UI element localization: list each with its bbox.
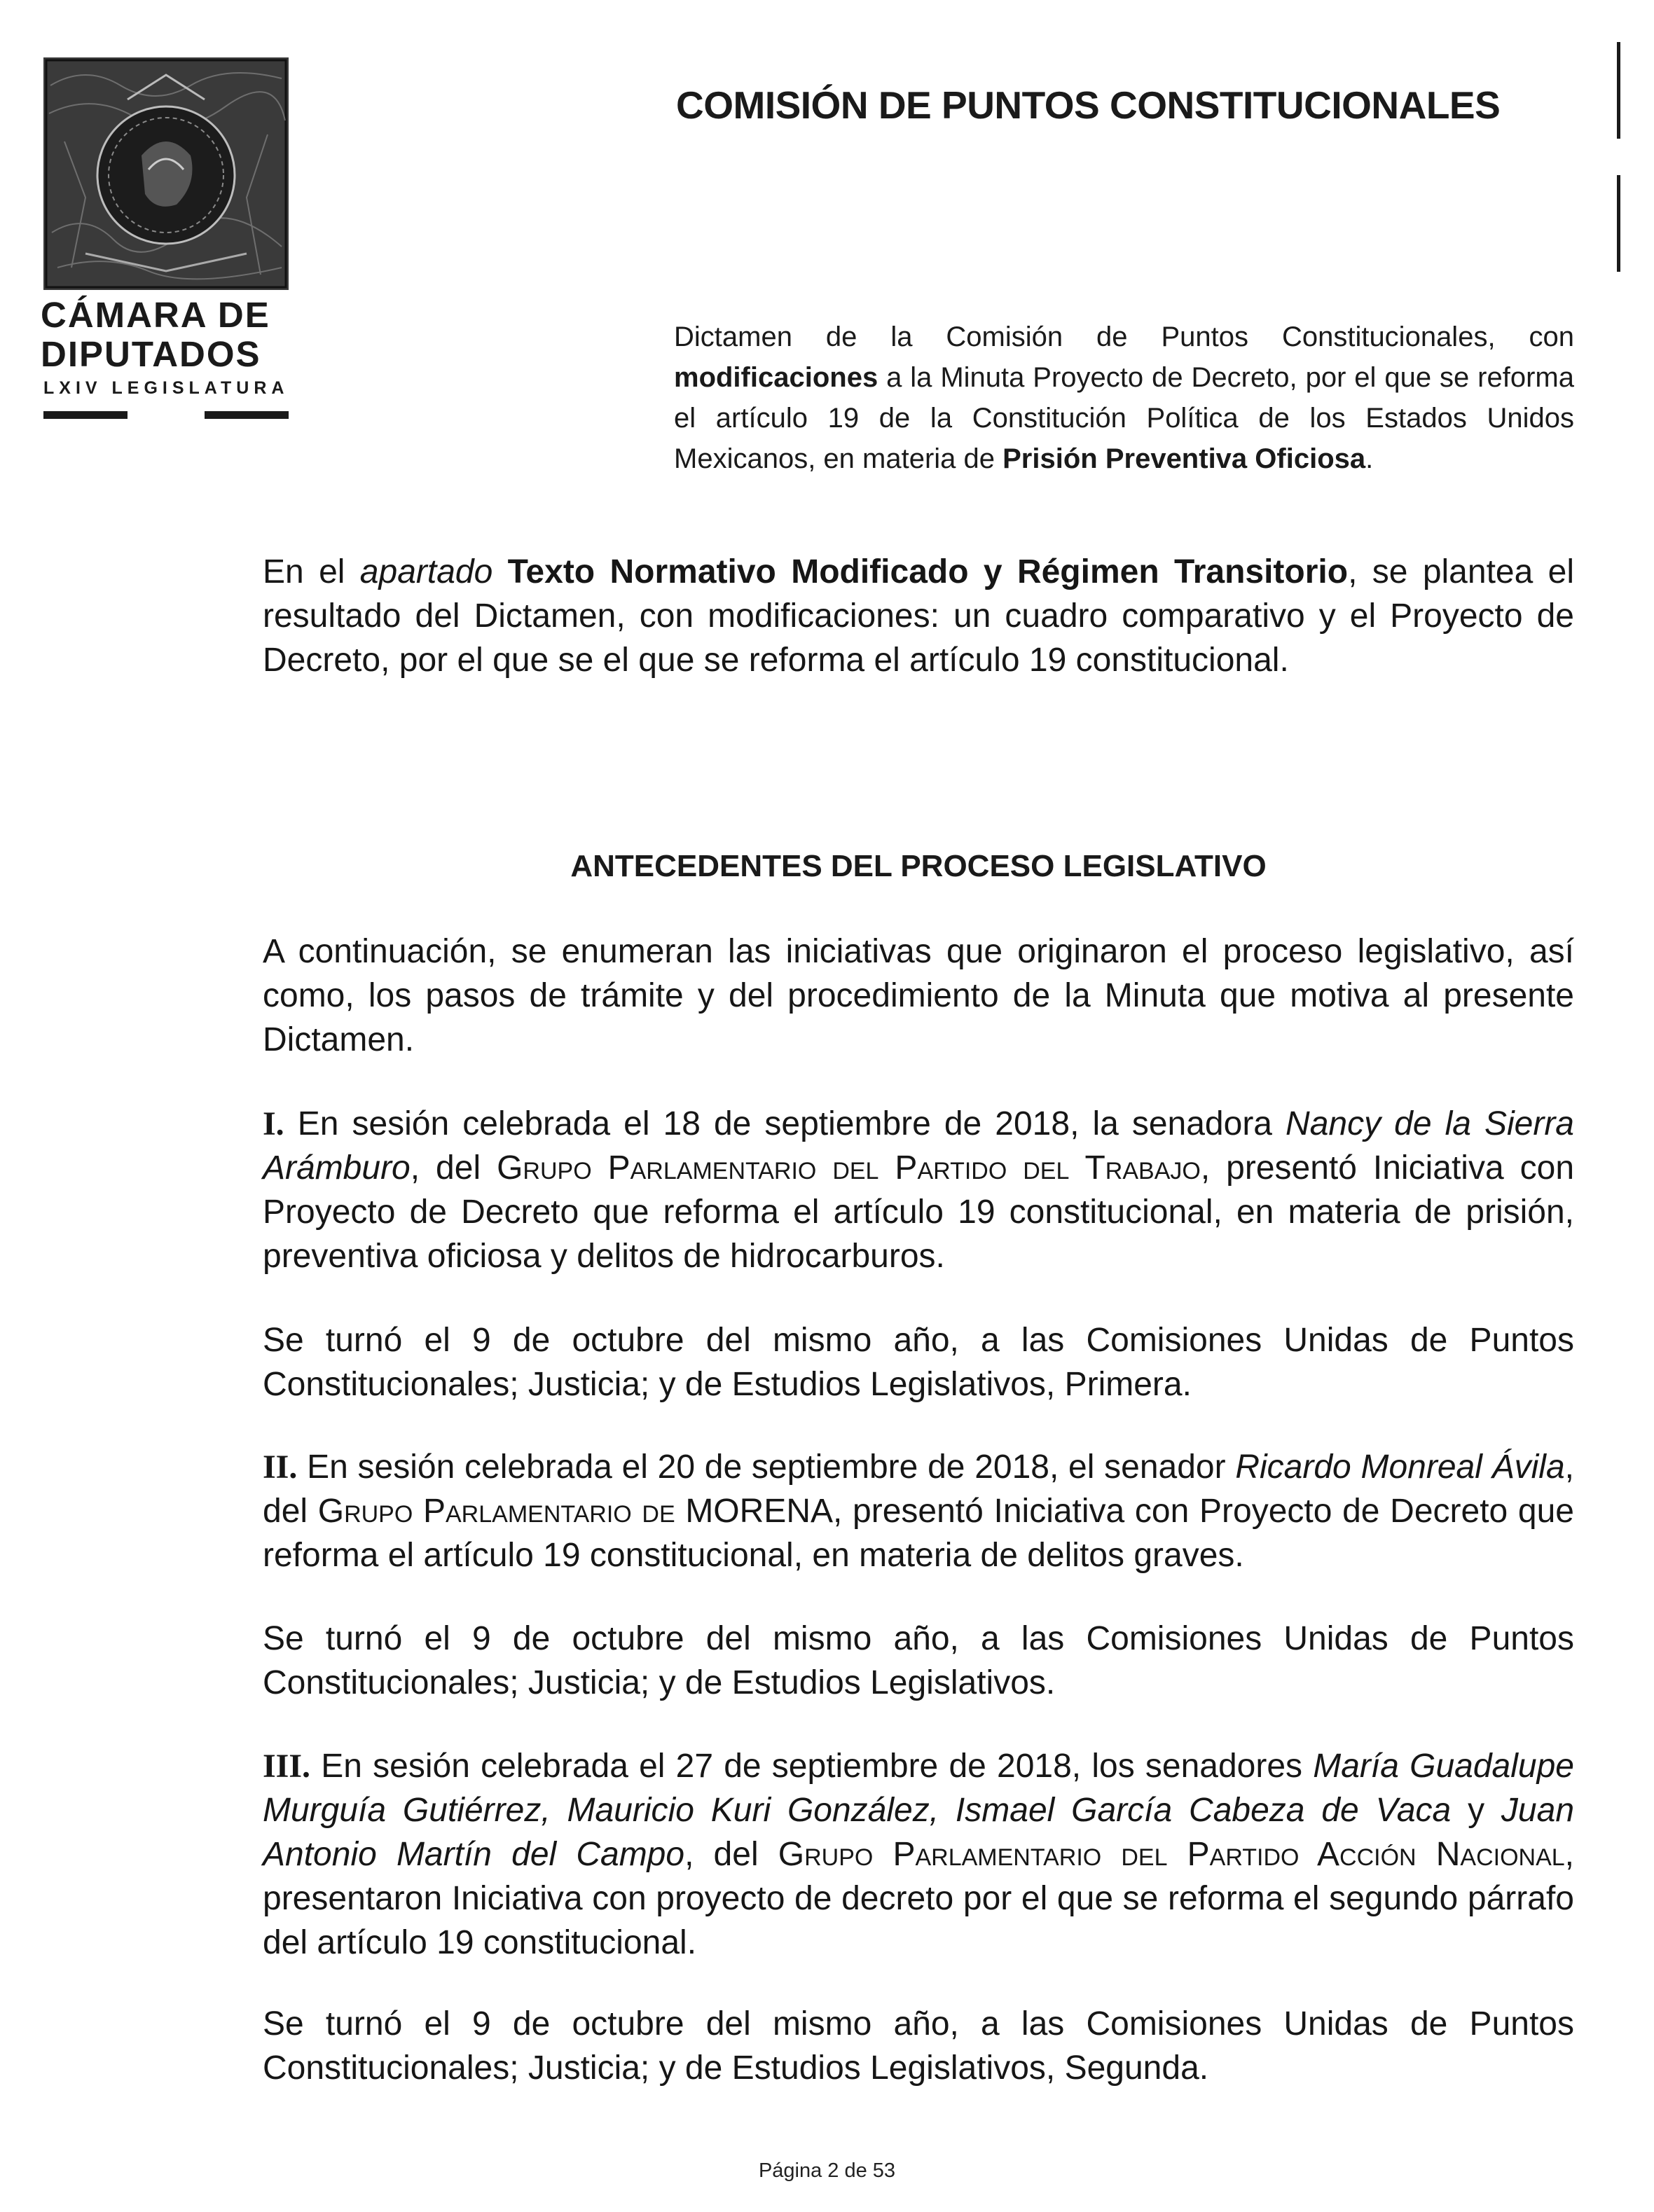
antecedent-item-2: II. En sesión celebrada el 20 de septiembre de 2018, el senador Ricardo Monreal Ávila, del Grupo Parlamentario de MORENA, presentó Iniciativa con Proyecto de Decreto que reforma el artículo 19 constitucional, en materia de delitos graves. xyxy=(263,1449,1575,1574)
logo-line-legislatura: LXIV LEGISLATURA xyxy=(43,378,289,398)
logo-line-camara: CÁMARA DE xyxy=(41,295,270,335)
antecedent-item-3-turn: Se turnó el 9 de octubre del mismo año, a las Comisiones Unidas de Puntos Constitucionales; Justicia; y de Estudios Legislativos, Segunda. xyxy=(263,2005,1574,2087)
section-heading: ANTECEDENTES DEL PROCESO LEGISLATIVO xyxy=(570,849,1267,883)
logo-line-diputados: DIPUTADOS xyxy=(41,334,261,374)
antecedent-item-1: I. En sesión celebrada el 18 de septiembre de 2018, la senadora Nancy de la Sierra Arámburo, del Grupo Parlamentario del Partido del Trabajo, presentó Iniciativa con Proyecto de Decreto que reforma el artículo 19 constitucional, en materia de prisión, preventiva oficiosa y delitos de hidrocarburos. xyxy=(263,1105,1575,1275)
margin-rule xyxy=(1617,175,1620,272)
margin-rule xyxy=(1617,42,1620,139)
logo-divider xyxy=(43,411,128,419)
camara-seal-icon xyxy=(43,57,289,290)
antecedent-item-2-turn: Se turnó el 9 de octubre del mismo año, a las Comisiones Unidas de Puntos Constitucionales; Justicia; y de Estudios Legislativos. xyxy=(263,1620,1574,1701)
commission-title: COMISIÓN DE PUNTOS CONSTITUCIONALES xyxy=(676,83,1501,127)
page-number: Página 2 de 53 xyxy=(758,2159,896,2182)
section-lead-paragraph: A continuación, se enumeran las iniciativas que originaron el proceso legislativo, así como, los pasos de trámite y del procedimiento de la Minuta que motiva al presente Dictamen. xyxy=(263,933,1574,1058)
dictamen-summary: Dictamen de la Comisión de Puntos Constitucionales, con modificaciones a la Minuta Proyecto de Decreto, por el que se reforma el artículo 19 de la Constitución Política de los Estados Unidos Mexicanos, en materia de Prisión Preventiva Oficiosa. xyxy=(674,322,1574,474)
antecedent-item-1-turn: Se turnó el 9 de octubre del mismo año, a las Comisiones Unidas de Puntos Constitucionales; Justicia; y de Estudios Legislativos, Primera. xyxy=(263,1322,1574,1403)
intro-paragraph: En el apartado Texto Normativo Modificado y Régimen Transitorio, se plantea el resultado del Dictamen, con modificaciones: un cuadro comparativo y el Proyecto de Decreto, por el que se el que se reforma el artículo 19 constitucional. xyxy=(263,553,1575,679)
antecedent-item-3: III. En sesión celebrada el 27 de septiembre de 2018, los senadores María Guadalupe Murguía Gutiérrez, Mauricio Kuri González, Ismael García Cabeza de Vaca y Juan Antonio Martín del Campo, del Grupo Parlamentario del Partido Acción Nacional, presentaron Iniciativa con proyecto de decreto por el que se reforma el segundo párrafo del artículo 19 constitucional. xyxy=(263,1748,1575,1961)
logo-divider xyxy=(205,411,289,419)
